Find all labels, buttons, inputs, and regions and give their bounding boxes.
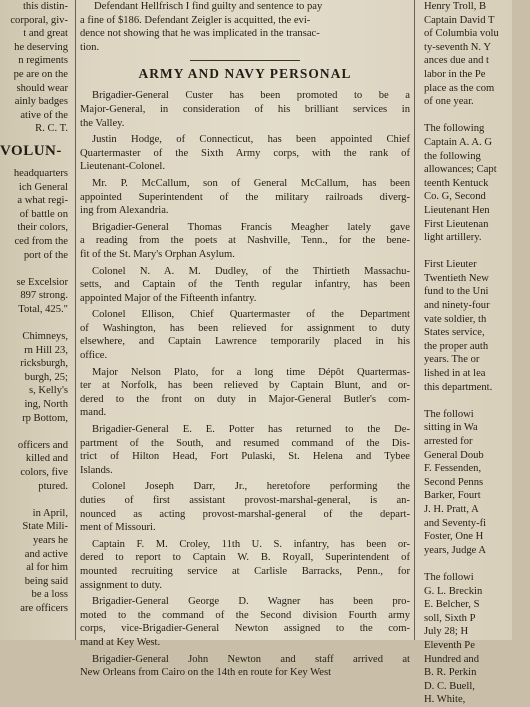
text-line: he deserving	[14, 41, 68, 53]
text-line: Captain F. M. Croley, 11th U. S. infantry, has been or-	[92, 538, 410, 550]
text-line: this department.	[424, 381, 493, 393]
text-line: n regiments	[18, 55, 68, 67]
text-line: Captain A. A. G	[424, 136, 492, 148]
text-line: Second Penns	[424, 476, 484, 488]
paragraph-dudley	[80, 265, 410, 306]
text-line: Lieutenant Hen	[424, 204, 490, 216]
column-rule-left	[75, 0, 76, 640]
text-line: moted to the command of the Second division Fourth army	[80, 609, 410, 621]
text-line: The followi	[424, 571, 474, 583]
text-line: the proper auth	[424, 340, 489, 352]
text-line: assignment to duty.	[80, 579, 162, 591]
text-line	[420, 557, 530, 571]
text-line: Colonel Joseph Darr, Jr., heretofore performing the	[92, 481, 410, 493]
left-column-upper-text	[0, 0, 70, 136]
text-line: ty-seventh N. Y	[424, 41, 491, 53]
text-line: The following	[424, 123, 485, 135]
text-line: Eleventh Pe	[424, 639, 475, 651]
text-line: ter at Norfolk, has been relieved by Captain Blunt, and or-	[80, 380, 410, 392]
text-line: of battle on	[19, 208, 68, 220]
paragraph-ellison	[80, 308, 410, 362]
text-line: a what regi-	[17, 195, 68, 207]
text-line: trict of Hilton Head, Fort Pulaski, St. Helena and Tybee	[80, 451, 410, 463]
text-line: ances due and t	[424, 55, 490, 67]
text-line: New Orleans from Cairo on the 14th en route for Key West	[80, 667, 332, 679]
text-line: the following	[424, 150, 481, 162]
text-line: s, Kelly's	[29, 385, 68, 397]
text-line: Major-General, in consideration of his brilliant services in	[80, 103, 410, 115]
text-line: 897 strong.	[20, 290, 68, 302]
text-line	[0, 316, 70, 330]
text-line: Brigadier-General Thomas Francis Meagher lately gave	[92, 221, 410, 233]
paragraph-mccallum	[80, 177, 410, 218]
text-line: al for him	[26, 562, 68, 574]
text-line: corps, vice-Brigadier-General Newton assigned to the com-	[80, 623, 410, 635]
paragraph-potter	[80, 423, 410, 477]
paragraph-custer	[80, 89, 410, 130]
text-line: tion.	[80, 41, 100, 53]
text-line: arrested for	[424, 436, 473, 447]
text-line: and ninety-four	[424, 300, 490, 312]
article-body	[80, 89, 410, 679]
text-line: pe are on the	[13, 68, 68, 80]
text-line: are officers	[20, 602, 68, 614]
text-line: State Mili-	[22, 521, 68, 533]
text-line: years he	[33, 534, 68, 546]
text-line: nounced as acting provost-marshal-general of the depart-	[80, 508, 410, 520]
text-line: dence not showing that he was implicated in the transac-	[80, 28, 320, 40]
text-line: Chimneys,	[22, 331, 68, 343]
text-line: H. White,	[424, 694, 466, 706]
text-line: Major Nelson Plato, for a long time Dépôt Quartermas-	[92, 366, 410, 378]
text-line: fund to the Uni	[424, 286, 489, 298]
text-line: and active	[24, 548, 68, 560]
text-line: partment of the South, and resumed command of the Dis-	[80, 437, 410, 449]
text-line: R. C. T.	[35, 123, 68, 135]
text-line: July 28; H	[424, 626, 469, 638]
text-line: Mr. P. McCallum, son of General McCallum, has been	[92, 177, 410, 189]
left-column-lower-text	[0, 167, 70, 616]
text-line: headquarters	[13, 167, 68, 179]
text-line	[420, 109, 530, 123]
text-line: ing, North	[24, 399, 68, 411]
text-line: officers and	[17, 439, 68, 451]
text-line: F. Fessenden,	[424, 463, 482, 475]
preceding-article-text	[80, 14, 410, 55]
text-line: D. C. Buell,	[424, 680, 475, 692]
center-column	[80, 0, 410, 679]
text-line: sitting in Wa	[424, 422, 478, 434]
text-line: mand at Key West.	[80, 636, 161, 648]
text-line: Total, 425."	[18, 303, 68, 315]
text-line: G. L. Breckin	[424, 585, 483, 597]
text-line: port of the	[23, 249, 68, 261]
paragraph-meagher	[80, 221, 410, 262]
text-line: J. H. Pratt, A	[424, 503, 479, 515]
right-column-text	[420, 0, 530, 707]
text-line: office.	[80, 350, 108, 362]
paragraph-newton	[80, 653, 410, 680]
text-line: Henry Troll, B	[424, 1, 487, 12]
text-line: ptured.	[38, 480, 68, 492]
text-line: mand.	[80, 407, 107, 419]
text-line: Islands.	[80, 464, 113, 476]
text-line: ich General	[18, 181, 68, 193]
text-line: vate soldier, th	[424, 313, 487, 325]
text-line: ment of Missouri.	[80, 522, 156, 534]
text-line: Captain David T	[424, 14, 495, 26]
column-rule-right	[414, 0, 415, 640]
text-line: of Columbia volu	[424, 28, 499, 40]
text-line: of one year.	[424, 96, 474, 108]
text-line: a fine of $186. Defendant Zeigler is acquitted, the evi-	[80, 14, 311, 26]
text-line: Brigadier-General E. E. Potter has returned to the De-	[92, 424, 410, 436]
text-line: First Lieuter	[424, 259, 477, 271]
text-line: killed and	[25, 453, 68, 465]
text-line: First Lieutenan	[424, 218, 489, 230]
paragraph-darr	[80, 480, 410, 534]
text-line: fit of the St. Mary's Orphan Asylum.	[80, 248, 235, 260]
text-line: a reading from the poets at Nashville, Tenn., for the bene-	[80, 235, 410, 247]
text-line: The followi	[424, 408, 474, 420]
paragraph-wagner	[80, 595, 410, 649]
text-line: and Seventy-fi	[424, 517, 487, 529]
text-line: dered to report to Captain W. B. Royall, Superintendent of	[80, 552, 410, 564]
text-line: Barker, Fourt	[424, 490, 481, 502]
text-line: corporal, giv-	[10, 14, 68, 26]
text-line: appointed Superintendent of the military railroads diverg-	[80, 191, 410, 203]
text-line: se Excelsior	[16, 276, 68, 288]
text-line: dered to the front on duty in Major-General Butler's com-	[80, 393, 410, 405]
text-line: Lieutenant-Colonel.	[80, 161, 166, 173]
paragraph-hodge	[80, 133, 410, 174]
text-line: ainly badges	[14, 96, 68, 108]
text-line: be a loss	[31, 589, 68, 601]
text-line: allowances; Capt	[424, 164, 497, 176]
article-headline: ARMY AND NAVY PERSONAL	[138, 66, 352, 82]
left-column-heading: VOLUN-	[0, 142, 62, 159]
text-line: soll, Sixth P	[424, 612, 476, 624]
text-line: rn Hill 23,	[24, 344, 68, 356]
headline-rule	[190, 60, 300, 61]
text-line: light artillery.	[424, 232, 482, 244]
text-line: appointed Major of the Fifteenth infantry.	[80, 292, 257, 304]
text-line: Brigadier-General George D. Wagner has been pro-	[92, 596, 410, 608]
paragraph-croley	[80, 538, 410, 592]
text-line: this distin-	[22, 1, 68, 12]
text-line: the Valley.	[80, 117, 125, 129]
text-line: place as the com	[424, 82, 495, 94]
text-line: in April,	[32, 507, 68, 519]
text-line: duties of first assistant provost-marshal-general, is an-	[80, 495, 410, 506]
text-line: years, Judge A	[424, 544, 487, 556]
text-line: Hundred and	[424, 653, 480, 665]
text-line: lished in at lea	[424, 368, 486, 380]
text-line: States service,	[424, 327, 485, 339]
text-line: Foster, One H	[424, 531, 484, 543]
text-line	[0, 493, 70, 507]
text-line: should wear	[16, 82, 68, 94]
text-line: Quartermaster of the Sixth Army corps, with the rank of	[80, 147, 410, 159]
text-line: ced from the	[14, 235, 68, 247]
text-line	[0, 262, 70, 276]
top-line: Defendant Hellfrisch I find guilty and sentence to pay	[94, 1, 323, 12]
text-line	[0, 425, 70, 439]
text-line: Co. G, Second	[424, 191, 486, 203]
right-column	[420, 0, 530, 706]
text-line: colors, five	[20, 467, 68, 478]
text-line: burgh, 25;	[24, 371, 68, 383]
text-line: elsewhere, and Captain Lawrence temporarily placed in his	[80, 336, 410, 348]
text-line: ing from Alexandria.	[80, 205, 169, 217]
text-line: E. Belcher, S	[424, 599, 480, 611]
text-line: B. R. Perkin	[424, 667, 477, 679]
text-line: Colonel N. A. M. Dudley, of the Thirtieth Massachu-	[92, 265, 410, 277]
left-column	[0, 0, 70, 640]
text-line: of Washington, has been relieved for assignment to duty	[80, 322, 410, 334]
text-line: mounted recruiting service at Carlisle Barracks, Penn., for	[80, 565, 410, 577]
text-line: ative of the	[20, 109, 68, 121]
text-line: labor in the Pe	[424, 68, 486, 80]
text-line: years. The or	[424, 354, 480, 366]
text-line: Brigadier-General Custer has been promoted to be a	[92, 90, 410, 102]
text-line: t and great	[23, 28, 68, 40]
text-line	[420, 394, 530, 408]
paragraph-plato	[80, 366, 410, 420]
text-line: Brigadier-General John Newton and staff arrived at	[92, 653, 410, 665]
text-line	[420, 245, 530, 259]
text-line: their colors,	[17, 222, 68, 234]
text-line: Twentieth New	[424, 272, 489, 284]
text-line: General Doub	[424, 449, 484, 461]
text-line: teenth Kentuck	[424, 177, 489, 189]
text-line: rp Bottom,	[22, 412, 68, 424]
text-line: ricksburgh,	[20, 358, 68, 370]
text-line: setts, and Captain of the Tenth regular infantry, has been	[80, 279, 410, 291]
text-line: being said	[24, 575, 68, 587]
text-line: Colonel Ellison, Chief Quartermaster of the Department	[92, 309, 410, 321]
text-line: Justin Hodge, of Connecticut, has been appointed Chief	[92, 134, 410, 146]
